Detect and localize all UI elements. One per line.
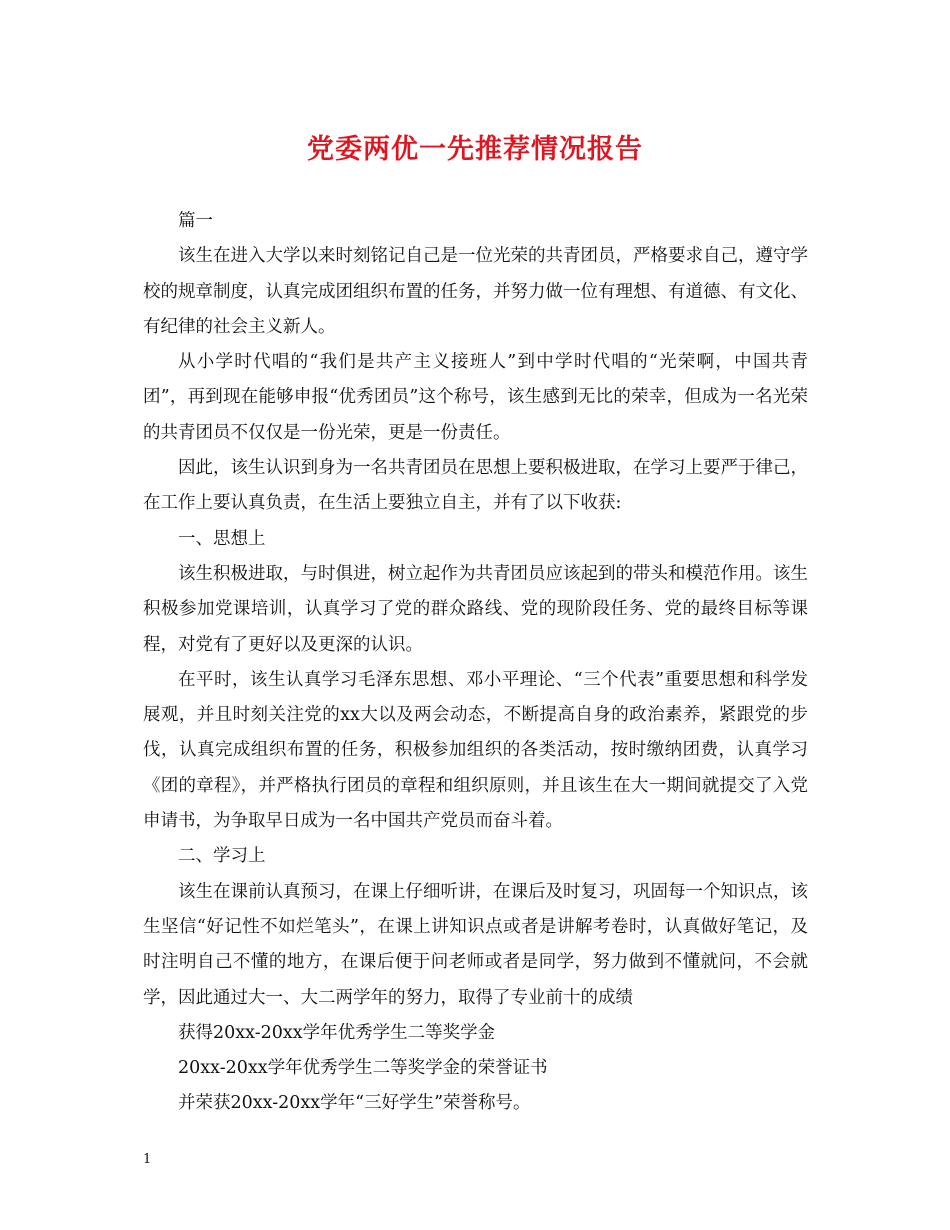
body-paragraph: 在平时，该生认真学习毛泽东思想、邓小平理论、“三个代表”重要思想和科学发展观，并且时刻关注党的xx大以及两会动态，不断提高自身的政治素养，紧跟党的步伐，认真完成组织布置的任务，积极参加组织的各类活动，按时缴纳团费，认真学习《团的章程》，并严格执行团员的章程和组织原则，并且该生在大一期间就提交了入党申请书，为争取早日成为一名中国共产党员而奋斗着。 bbox=[143, 669, 808, 832]
document-title: 党委两优一先推荐情况报告 bbox=[307, 134, 643, 165]
document-body bbox=[143, 204, 808, 1122]
body-paragraph: 该生积极进取，与时俱进，树立起作为共青团员应该起到的带头和模范作用。该生积极参加党课培训，认真学习了党的群众路线、党的现阶段任务、党的最终目标等课程，对党有了更好以及更深的认识。 bbox=[143, 563, 808, 655]
page-number: 1 bbox=[143, 1152, 152, 1167]
award-line: 获得20xx-20xx学年优秀学生二等奖学金 bbox=[178, 1022, 496, 1043]
body-paragraph: 该生在课前认真预习，在课上仔细听讲，在课后及时复习，巩固每一个知识点，该生坚信“好记性不如烂笔头”，在课上讲知识点或者是讲解考卷时，认真做好笔记，及时注明自己不懂的地方，在课后便于问老师或者是同学，努力做到不懂就问，不会就学，因此通过大一、大二两学年的努力，取得了专业前十的成绩 bbox=[143, 881, 808, 1008]
section-heading: 二、学习上 bbox=[178, 846, 266, 867]
body-paragraph: 因此，该生认识到身为一名共青团员在思想上要积极进取，在学习上要严于律己，在工作上要认真负责，在生活上要独立自主，并有了以下收获: bbox=[143, 458, 808, 514]
award-line: 并荣获20xx-20xx学年“三好学生”荣誉称号。 bbox=[178, 1093, 531, 1114]
section-heading: 篇一 bbox=[178, 211, 213, 231]
section-heading: 一、思想上 bbox=[178, 528, 266, 549]
award-line: 20xx-20xx学年优秀学生二等奖学金的荣誉证书 bbox=[178, 1058, 548, 1079]
body-paragraph: 从小学时代唱的“我们是共产主义接班人”到中学时代唱的“光荣啊，中国共青团”，再到现在能够申报“优秀团员”这个称号，该生感到无比的荣幸，但成为一名光荣的共青团员不仅仅是一份光荣，更是一份责任。 bbox=[143, 352, 808, 443]
body-paragraph: 该生在进入大学以来时刻铭记自己是一位光荣的共青团员，严格要求自己，遵守学校的规章制度，认真完成团组织布置的任务，并努力做一位有理想、有道德、有文化、有纪律的社会主义新人。 bbox=[143, 246, 808, 337]
